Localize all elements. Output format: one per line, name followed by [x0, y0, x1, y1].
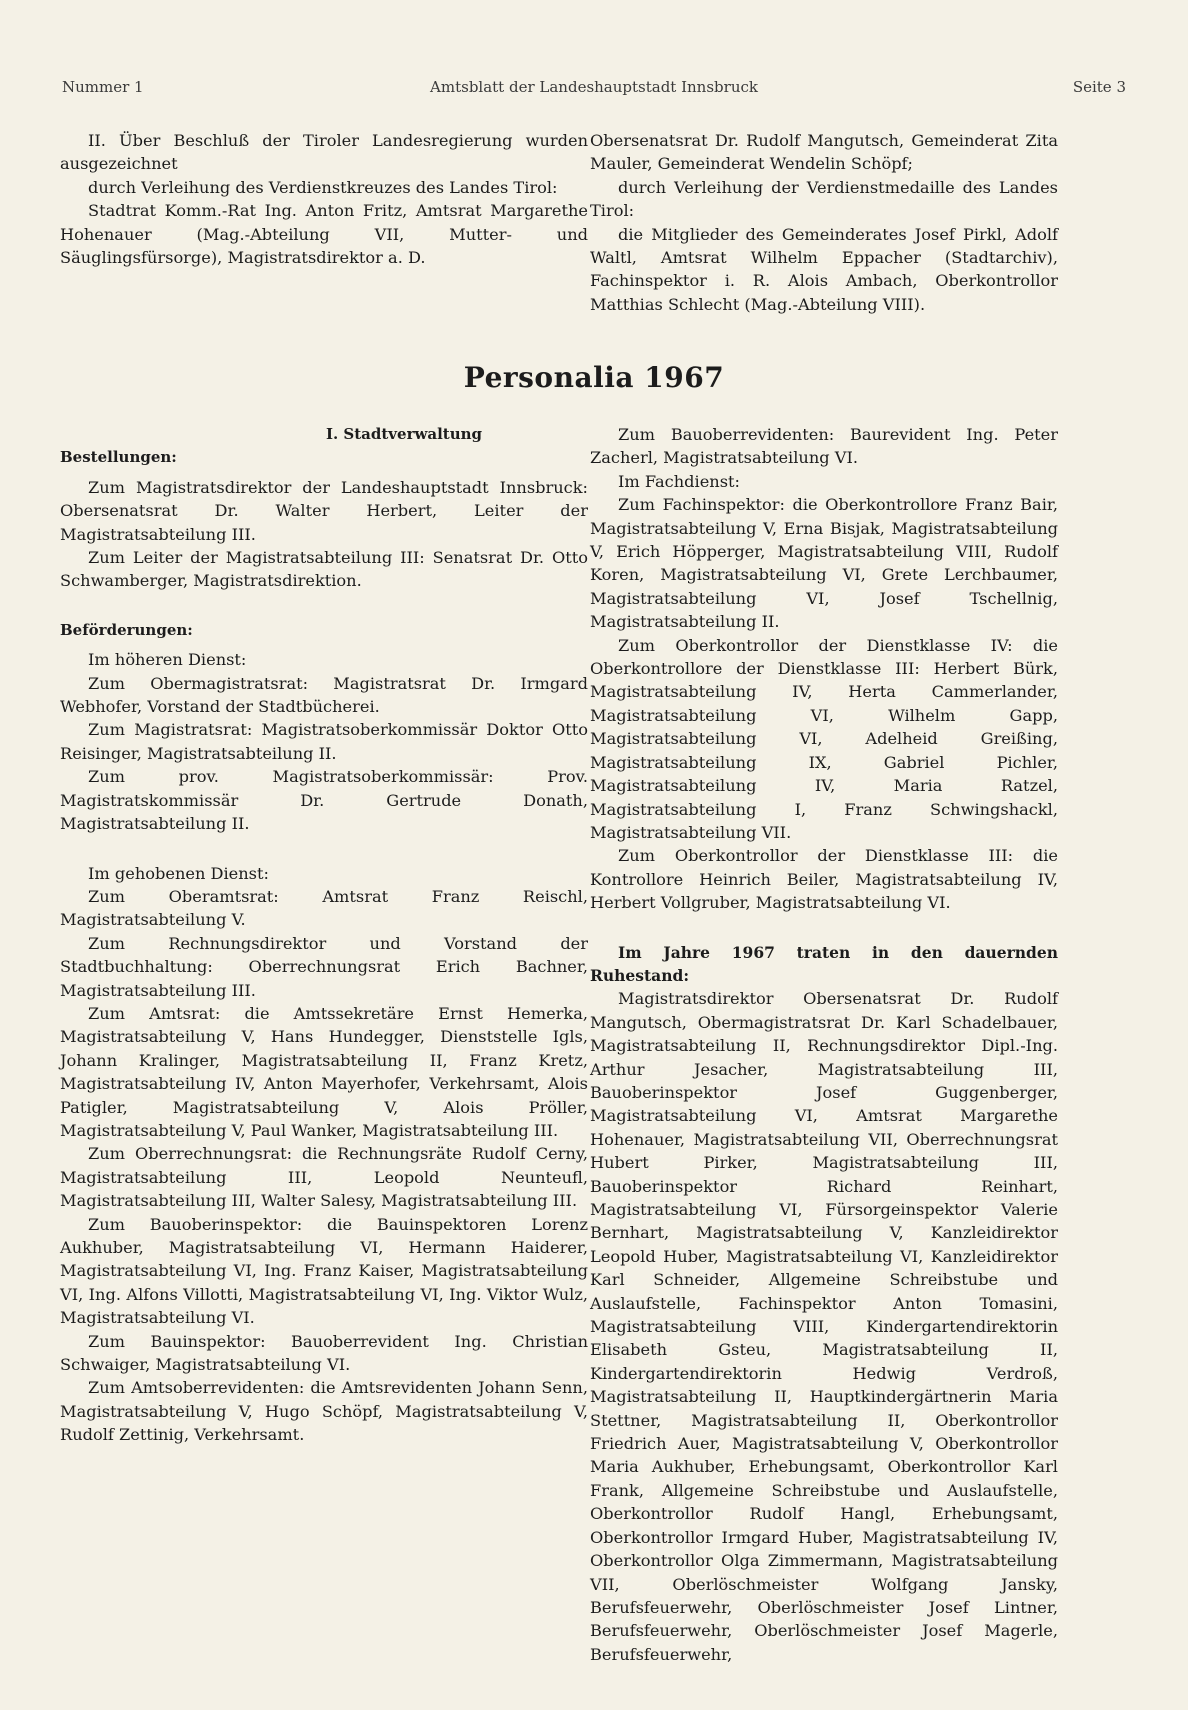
paragraph: Zum Obermagistratsrat: Magistratsrat Dr. Irmgard Webhofer, Vorstand der Stadtbücherei. — [60, 673, 588, 717]
paragraph: Im Fachdienst: — [618, 471, 740, 491]
paragraph: Zum Oberamtsrat: Amtsrat Franz Reischl, Magistratsabteilung V. — [60, 886, 588, 930]
section-heading: I. Stadtverwaltung — [325, 425, 483, 443]
paragraph: Magistratsdirektor Obersenatsrat Dr. Rudolf Mangutsch, Obermagistratsrat Dr. Karl Schadelbauer, Magistratsabteilung II, Rechnungsdirektor Dipl.-Ing. Arthur Jesacher, Magistratsabteilung III, Bauoberinspektor Josef Guggenberger, Magistratsabteilung VI, Amtsrat Margarethe Hohenauer, Magistratsabteilung VII, Oberrechnungsrat Hubert Pirker, Magistratsabteilung III, Bauoberinspektor Richard Reinhart, Magistratsabteilung VI, Fürsorgeinspektor Valerie Bernhart, Magistratsabteilung V, Kanzleidirektor Leopold Huber, Magistratsabteilung VI, Kanzleidirektor Karl Schneider, Allgemeine Schreibstube und Auslaufstelle, Fachinspektor Anton Tomasini, Magistratsabteilung VIII, Kindergartendirektorin Elisabeth Gsteu, Magistratsabteilung II, Kindergartendirektorin Hedwig Verdroß, Magistratsabteilung II, Hauptkindergärtnerin Maria Stettner, Magistratsabteilung II, Oberkontrollor Friedrich Auer, Magistratsabteilung V, Oberkontrollor Maria Aukhuber, Erhebungsamt, Oberkontrollor Karl Frank, Allgemeine Schreibstube und Auslaufstelle, Oberkontrollor Rudolf Hangl, Erhebungsamt, Oberkontrollor Irmgard Huber, Magistratsabteilung IV, Oberkontrollor Olga Zimmermann, Magistratsabteilung VII, Oberlöschmeister Wolfgang Jansky, Berufsfeuerwehr, Oberlöschmeister Josef Lintner, Berufsfeuerwehr, Oberlöschmeister Josef Magerle, Berufsfeuerwehr, — [590, 989, 1058, 1664]
subheading-bestellungen: Bestellungen: — [60, 448, 177, 467]
paragraph: Zum Oberrechnungsrat: die Rechnungsräte Rudolf Cerny, Magistratsabteilung III, Leopold Neunteufl, Magistratsabteilung III, Walter Salesy, Magistratsabteilung III. — [60, 1144, 588, 1211]
paragraph: Zum Oberkontrollor der Dienstklasse IV: die Oberkontrollore der Dienstklasse III: Herbert Bürk, Magistratsabteilung IV, Herta Cammerlander, Magistratsabteilung VI, Wilhelm Gapp, Magistratsabteilung VI, Adelheid Greißing, Magistratsabteilung IX, Gabriel Pichler, Magistratsabteilung IV, Maria Ratzel, Magistratsabteilung I, Franz Schwingshackl, Magistratsabteilung VII. — [590, 635, 1058, 842]
paragraph: Zum Leiter der Magistratsabteilung III: Senatsrat Dr. Otto Schwamberger, Magistratsdirektion. — [60, 548, 588, 591]
paragraph: durch Verleihung der Verdienstmedaille des Landes Tirol: — [590, 177, 1058, 221]
page-number: Seite 3 — [1072, 78, 1126, 96]
paragraph: Obersenatsrat Dr. Rudolf Mangutsch, Gemeinderat Zita Mauler, Gemeinderat Wendelin Schöpf; — [590, 131, 1058, 174]
paragraph: II. Über Beschluß der Tiroler Landesregierung wurden ausgezeichnet — [60, 131, 588, 174]
publication-title: Amtsblatt der Landeshauptstadt Innsbruck — [430, 78, 758, 96]
subheading-ruhestand: Im Jahre 1967 traten in den dauernden Ruhestand: — [590, 942, 1058, 985]
paragraph: Zum Bauoberinspektor: die Bauinspektoren Lorenz Aukhuber, Magistratsabteilung VI, Hermann Haiderer, Magistratsabteilung VI, Ing. Franz Kaiser, Magistratsabteilung VI, Ing. Alfons Villotti, Magistratsabteilung VI, Ing. Viktor Wulz, Magistratsabteilung VI. — [60, 1214, 588, 1328]
paragraph: Zum Magistratsdirektor der Landeshauptstadt Innsbruck: Obersenatsrat Dr. Walter Herbert, Leiter der Magistratsabteilung III. — [60, 477, 588, 544]
paragraph: Zum Amtsrat: die Amtssekretäre Ernst Hemerka, Magistratsabteilung V, Hans Hundegger, Dienststelle Igls, Johann Kralinger, Magistratsabteilung II, Franz Kretz, Magistratsabteilung IV, Anton Mayerhofer, Verkehrsamt, Alois Patigler, Magistratsabteilung V, Alois Pröller, Magistratsabteilung V, Paul Wanker, Magistratsabteilung III. — [60, 1003, 588, 1140]
paragraph: Im gehobenen Dienst: — [88, 863, 269, 883]
left-column — [60, 423, 588, 1447]
paragraph: Zum Oberkontrollor der Dienstklasse III: die Kontrollore Heinrich Beiler, Magistratsabteilung IV, Herbert Vollgruber, Magistratsabteilung VI. — [590, 846, 1058, 913]
issue-number: Nummer 1 — [62, 78, 144, 96]
top-left-column — [60, 129, 588, 269]
paragraph: Zum prov. Magistratsoberkommissär: Prov. Magistratskommissär Dr. Gertrude Donath, Magistratsabteilung II. — [60, 767, 588, 834]
paragraph: die Mitglieder des Gemeinderates Josef Pirkl, Adolf Waltl, Amtsrat Wilhelm Eppacher (Stadtarchiv), Fachinspektor i. R. Alois Ambach, Oberkontrollor Matthias Schlecht (Mag.-Abteilung VIII). — [590, 224, 1058, 314]
subheading-befoerderungen: Beförderungen: — [60, 620, 193, 639]
paragraph: Zum Fachinspektor: die Oberkontrollore Franz Bair, Magistratsabteilung V, Erna Bisjak, Magistratsabteilung V, Erich Höpperger, Magistratsabteilung VIII, Rudolf Koren, Magistratsabteilung VI, Grete Lerchbaumer, Magistratsabteilung VI, Josef Tschellnig, Magistratsabteilung II. — [590, 495, 1058, 632]
paragraph: Zum Bauinspektor: Bauoberrevident Ing. Christian Schwaiger, Magistratsabteilung VI. — [60, 1331, 588, 1375]
page-header — [62, 78, 1126, 100]
right-column — [590, 423, 1058, 1666]
page-title: Personalia 1967 — [463, 361, 725, 394]
paragraph: Zum Amtsoberrevidenten: die Amtsrevidenten Johann Senn, Magistratsabteilung V, Hugo Schöpf, Magistratsabteilung V, Rudolf Zettinig, Verkehrsamt. — [60, 1378, 588, 1445]
paragraph: Zum Rechnungsdirektor und Vorstand der Stadtbuchhaltung: Oberrechnungsrat Erich Bachner, Magistratsabteilung III. — [60, 933, 588, 1000]
paragraph: durch Verleihung des Verdienstkreuzes des Landes Tirol: — [88, 177, 558, 197]
top-right-column — [590, 129, 1058, 316]
paragraph: Zum Magistratsrat: Magistratsoberkommissär Doktor Otto Reisinger, Magistratsabteilung II. — [60, 720, 588, 763]
paragraph: Zum Bauoberrevidenten: Baurevident Ing. Peter Zacherl, Magistratsabteilung VI. — [590, 425, 1058, 468]
paragraph: Stadtrat Komm.-Rat Ing. Anton Fritz, Amtsrat Margarethe Hohenauer (Mag.-Abteilung VII, Mutter- und Säuglingsfürsorge), Magistratsdirektor a. D. — [60, 201, 588, 268]
paragraph: Im höheren Dienst: — [88, 650, 247, 670]
